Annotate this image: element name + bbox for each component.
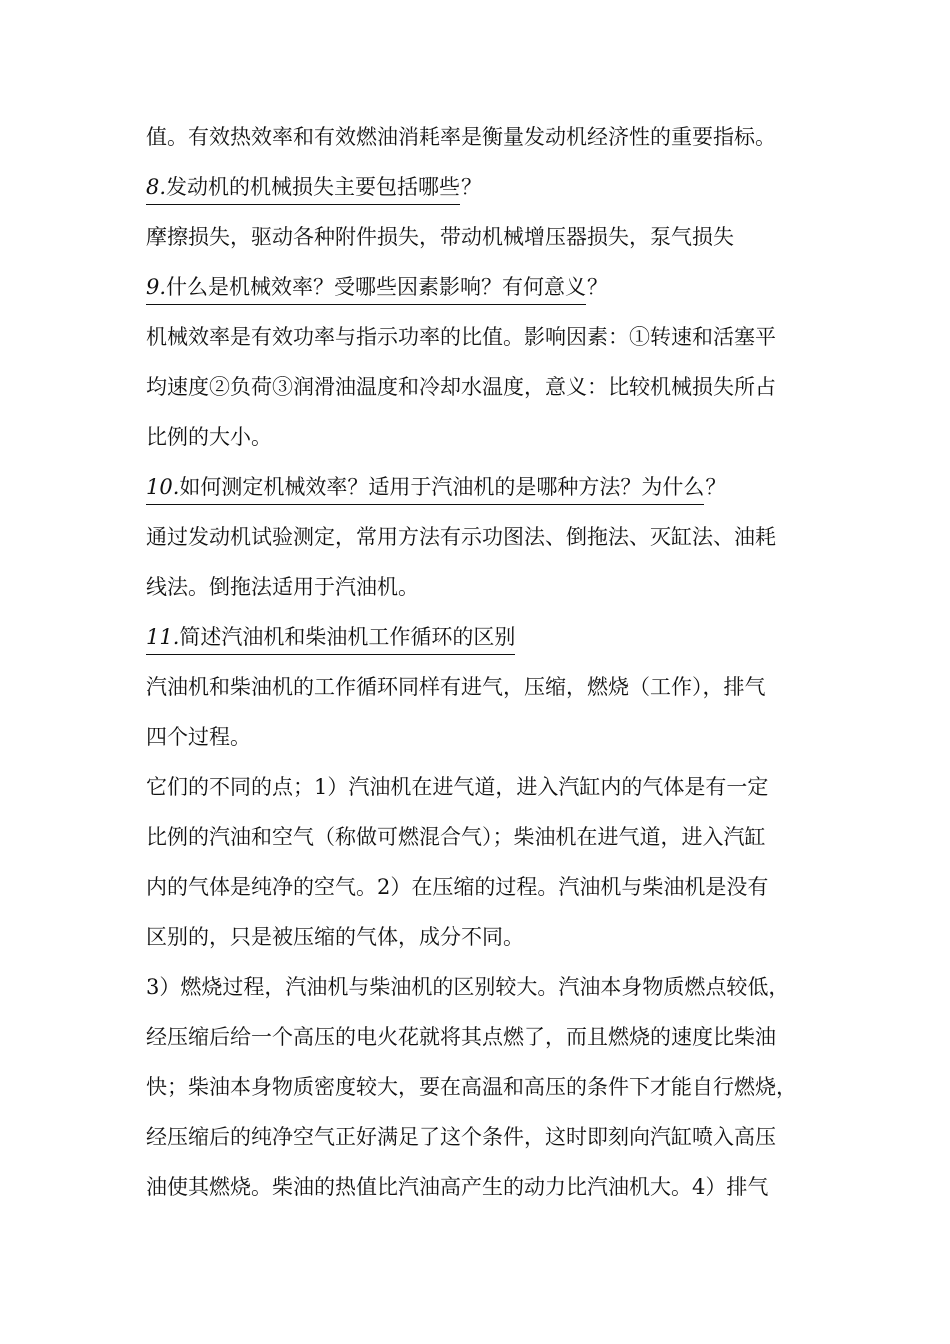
question-11-underlined: [146, 620, 515, 655]
question-number: 10.: [146, 475, 180, 499]
answer-line: 摩擦损失，驱动各种附件损失，带动机械增压器损失，泵气损失: [146, 225, 734, 249]
answer-line: 比例的汽油和空气（称做可燃混合气）；柴油机在进气道，进入汽缸: [146, 825, 766, 849]
answer-line: 通过发动机试验测定，常用方法有示功图法、倒拖法、灭缸法、油耗: [146, 525, 776, 549]
question-number: 8.: [146, 175, 167, 199]
answer-line: 3）燃烧过程，汽油机与柴油机的区别较大。汽油本身物质燃点较低，: [146, 975, 790, 999]
answer-line: 油使其燃烧。柴油的热值比汽油高产生的动力比汽油机大。4）排气: [146, 1175, 769, 1199]
answer-line: 内的气体是纯净的空气。2）在压缩的过程。汽油机与柴油机是没有: [146, 875, 769, 899]
question-text: 什么是机械效率？受哪些因素影响？有何意义: [166, 275, 587, 299]
question-text: 发动机的机械损失主要包括哪些: [166, 175, 461, 199]
question-9-underlined: [146, 270, 586, 305]
answer-line: 区别的，只是被压缩的气体，成分不同。: [146, 925, 524, 949]
answer-line: 经压缩后给一个高压的电火花就将其点燃了，而且燃烧的速度比柴油: [146, 1025, 776, 1049]
question-text: 简述汽油机和柴油机工作循环的区别: [179, 625, 516, 649]
question-8-underlined: [146, 170, 460, 205]
answer-line: 它们的不同的点；1）汽油机在进气道，进入汽缸内的气体是有一定: [146, 775, 769, 799]
question-number: 9.: [146, 275, 167, 299]
question-tail: ？: [461, 175, 483, 199]
question-11: [146, 612, 810, 662]
question-10-underlined: [146, 470, 704, 505]
question-9: [146, 262, 810, 312]
answer-line: 均速度②负荷③润滑油温度和冷却水温度，意义：比较机械损失所占: [146, 375, 776, 399]
answer-line: 四个过程。: [146, 725, 251, 749]
answer-line: 线法。倒拖法适用于汽油机。: [146, 575, 419, 599]
question-number: 11.: [146, 625, 180, 649]
answer-line: 值。有效热效率和有效燃油消耗率是衡量发动机经济性的重要指标。: [146, 125, 776, 149]
question-tail: ？: [705, 475, 727, 499]
answer-line: 机械效率是有效功率与指示功率的比值。影响因素：①转速和活塞平: [146, 325, 776, 349]
answer-line: 快；柴油本身物质密度较大，要在高温和高压的条件下才能自行燃烧，: [146, 1075, 797, 1099]
answer-line: 比例的大小。: [146, 425, 272, 449]
answer-line: 汽油机和柴油机的工作循环同样有进气，压缩，燃烧（工作），排气: [146, 675, 766, 699]
document-page: [146, 112, 810, 1212]
question-8: [146, 162, 810, 212]
answer-line: 经压缩后的纯净空气正好满足了这个条件，这时即刻向汽缸喷入高压: [146, 1125, 776, 1149]
question-tail: ？: [587, 275, 609, 299]
question-10: [146, 462, 810, 512]
question-text: 如何测定机械效率？适用于汽油机的是哪种方法？为什么: [179, 475, 705, 499]
